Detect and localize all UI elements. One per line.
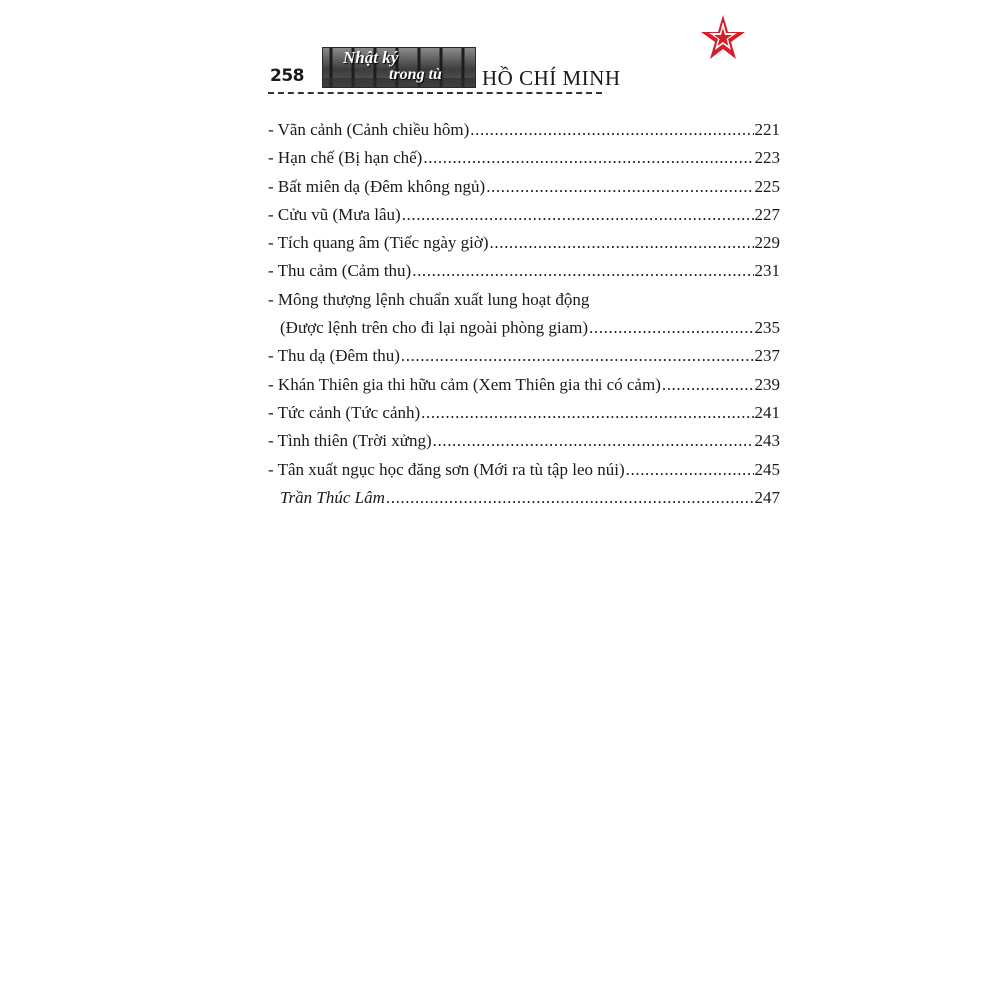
header-divider — [268, 92, 602, 94]
toc-entry-page: 247 — [754, 487, 780, 507]
toc-entry-title: - Thu cảm (Cảm thu) — [268, 261, 412, 281]
toc-entry — [268, 173, 780, 201]
toc-entry-title: (Được lệnh trên cho đi lại ngoài phòng giam) — [280, 318, 589, 338]
dot-leader — [589, 314, 753, 342]
toc-entry-page: 245 — [754, 459, 780, 479]
dot-leader — [412, 257, 753, 285]
toc-entry-title: - Khán Thiên gia thi hữu cảm (Xem Thiên gia thi có cảm) — [268, 374, 661, 394]
toc-entry — [268, 286, 780, 314]
toc-entry-page: 223 — [754, 148, 780, 168]
dot-leader — [626, 456, 754, 484]
dot-leader — [423, 144, 753, 172]
dot-leader — [433, 427, 754, 455]
toc-entry-page: 237 — [754, 346, 780, 366]
toc-entry-title: - Tích quang âm (Tiếc ngày giờ) — [268, 233, 489, 253]
toc-entry — [268, 399, 780, 427]
toc-entry-page: 225 — [754, 176, 780, 196]
page-number: 258 — [270, 66, 304, 86]
toc-entry-page: 239 — [754, 374, 780, 394]
toc-entry-page: 241 — [754, 402, 780, 422]
toc-entry-title: - Thu dạ (Đêm thu) — [268, 346, 400, 366]
toc-entry-title: - Tình thiên (Trời xửng) — [268, 431, 432, 451]
toc-entry-page: 243 — [754, 431, 780, 451]
toc-entry-page: 229 — [754, 233, 780, 253]
toc-entry — [268, 371, 780, 399]
toc-entry-page: 221 — [754, 120, 780, 139]
toc-entry — [268, 427, 780, 455]
toc-entry-title: - Mông thượng lệnh chuẩn xuất lung hoạt động — [268, 289, 590, 309]
toc-entry-author — [268, 484, 780, 512]
toc-entry — [268, 201, 780, 229]
author-name: HỒ CHÍ MINH — [482, 66, 621, 90]
toc-entry — [268, 342, 780, 370]
dot-leader — [490, 229, 754, 257]
toc-entry-title: - Bất miên dạ (Đêm không ngủ) — [268, 176, 486, 196]
dot-leader — [401, 342, 754, 370]
toc-entry-title: Trần Thúc Lâm — [280, 487, 385, 507]
table-of-contents — [268, 116, 780, 512]
toc-entry-continuation — [268, 314, 780, 342]
banner-title-line1: Nhật ký — [343, 48, 399, 67]
banner-title-line2: trong tù — [389, 66, 442, 83]
toc-entry — [268, 229, 780, 257]
dot-leader — [662, 371, 754, 399]
toc-entry-title: - Cửu vũ (Mưa lâu) — [268, 204, 401, 224]
toc-entry — [268, 257, 780, 285]
red-star-emblem-icon — [698, 14, 748, 64]
toc-entry — [268, 456, 780, 484]
toc-entry — [268, 116, 780, 144]
book-title-banner — [322, 47, 476, 88]
dot-leader — [386, 484, 754, 512]
dot-leader — [486, 173, 753, 201]
toc-entry — [268, 144, 780, 172]
toc-entry-page: 227 — [754, 204, 780, 224]
dot-leader — [421, 399, 753, 427]
dot-leader — [470, 116, 753, 144]
toc-entry-title: - Hạn chế (Bị hạn chế) — [268, 148, 423, 168]
dot-leader — [402, 201, 754, 229]
toc-entry-title: - Tân xuất ngục học đăng sơn (Mới ra tù tập leo núi) — [268, 459, 625, 479]
toc-entry-page: 231 — [754, 261, 780, 281]
toc-entry-page: 235 — [754, 318, 780, 338]
toc-entry-title: - Vãn cảnh (Cảnh chiều hôm) — [268, 120, 470, 139]
toc-entry-title: - Tức cảnh (Tức cảnh) — [268, 402, 421, 422]
